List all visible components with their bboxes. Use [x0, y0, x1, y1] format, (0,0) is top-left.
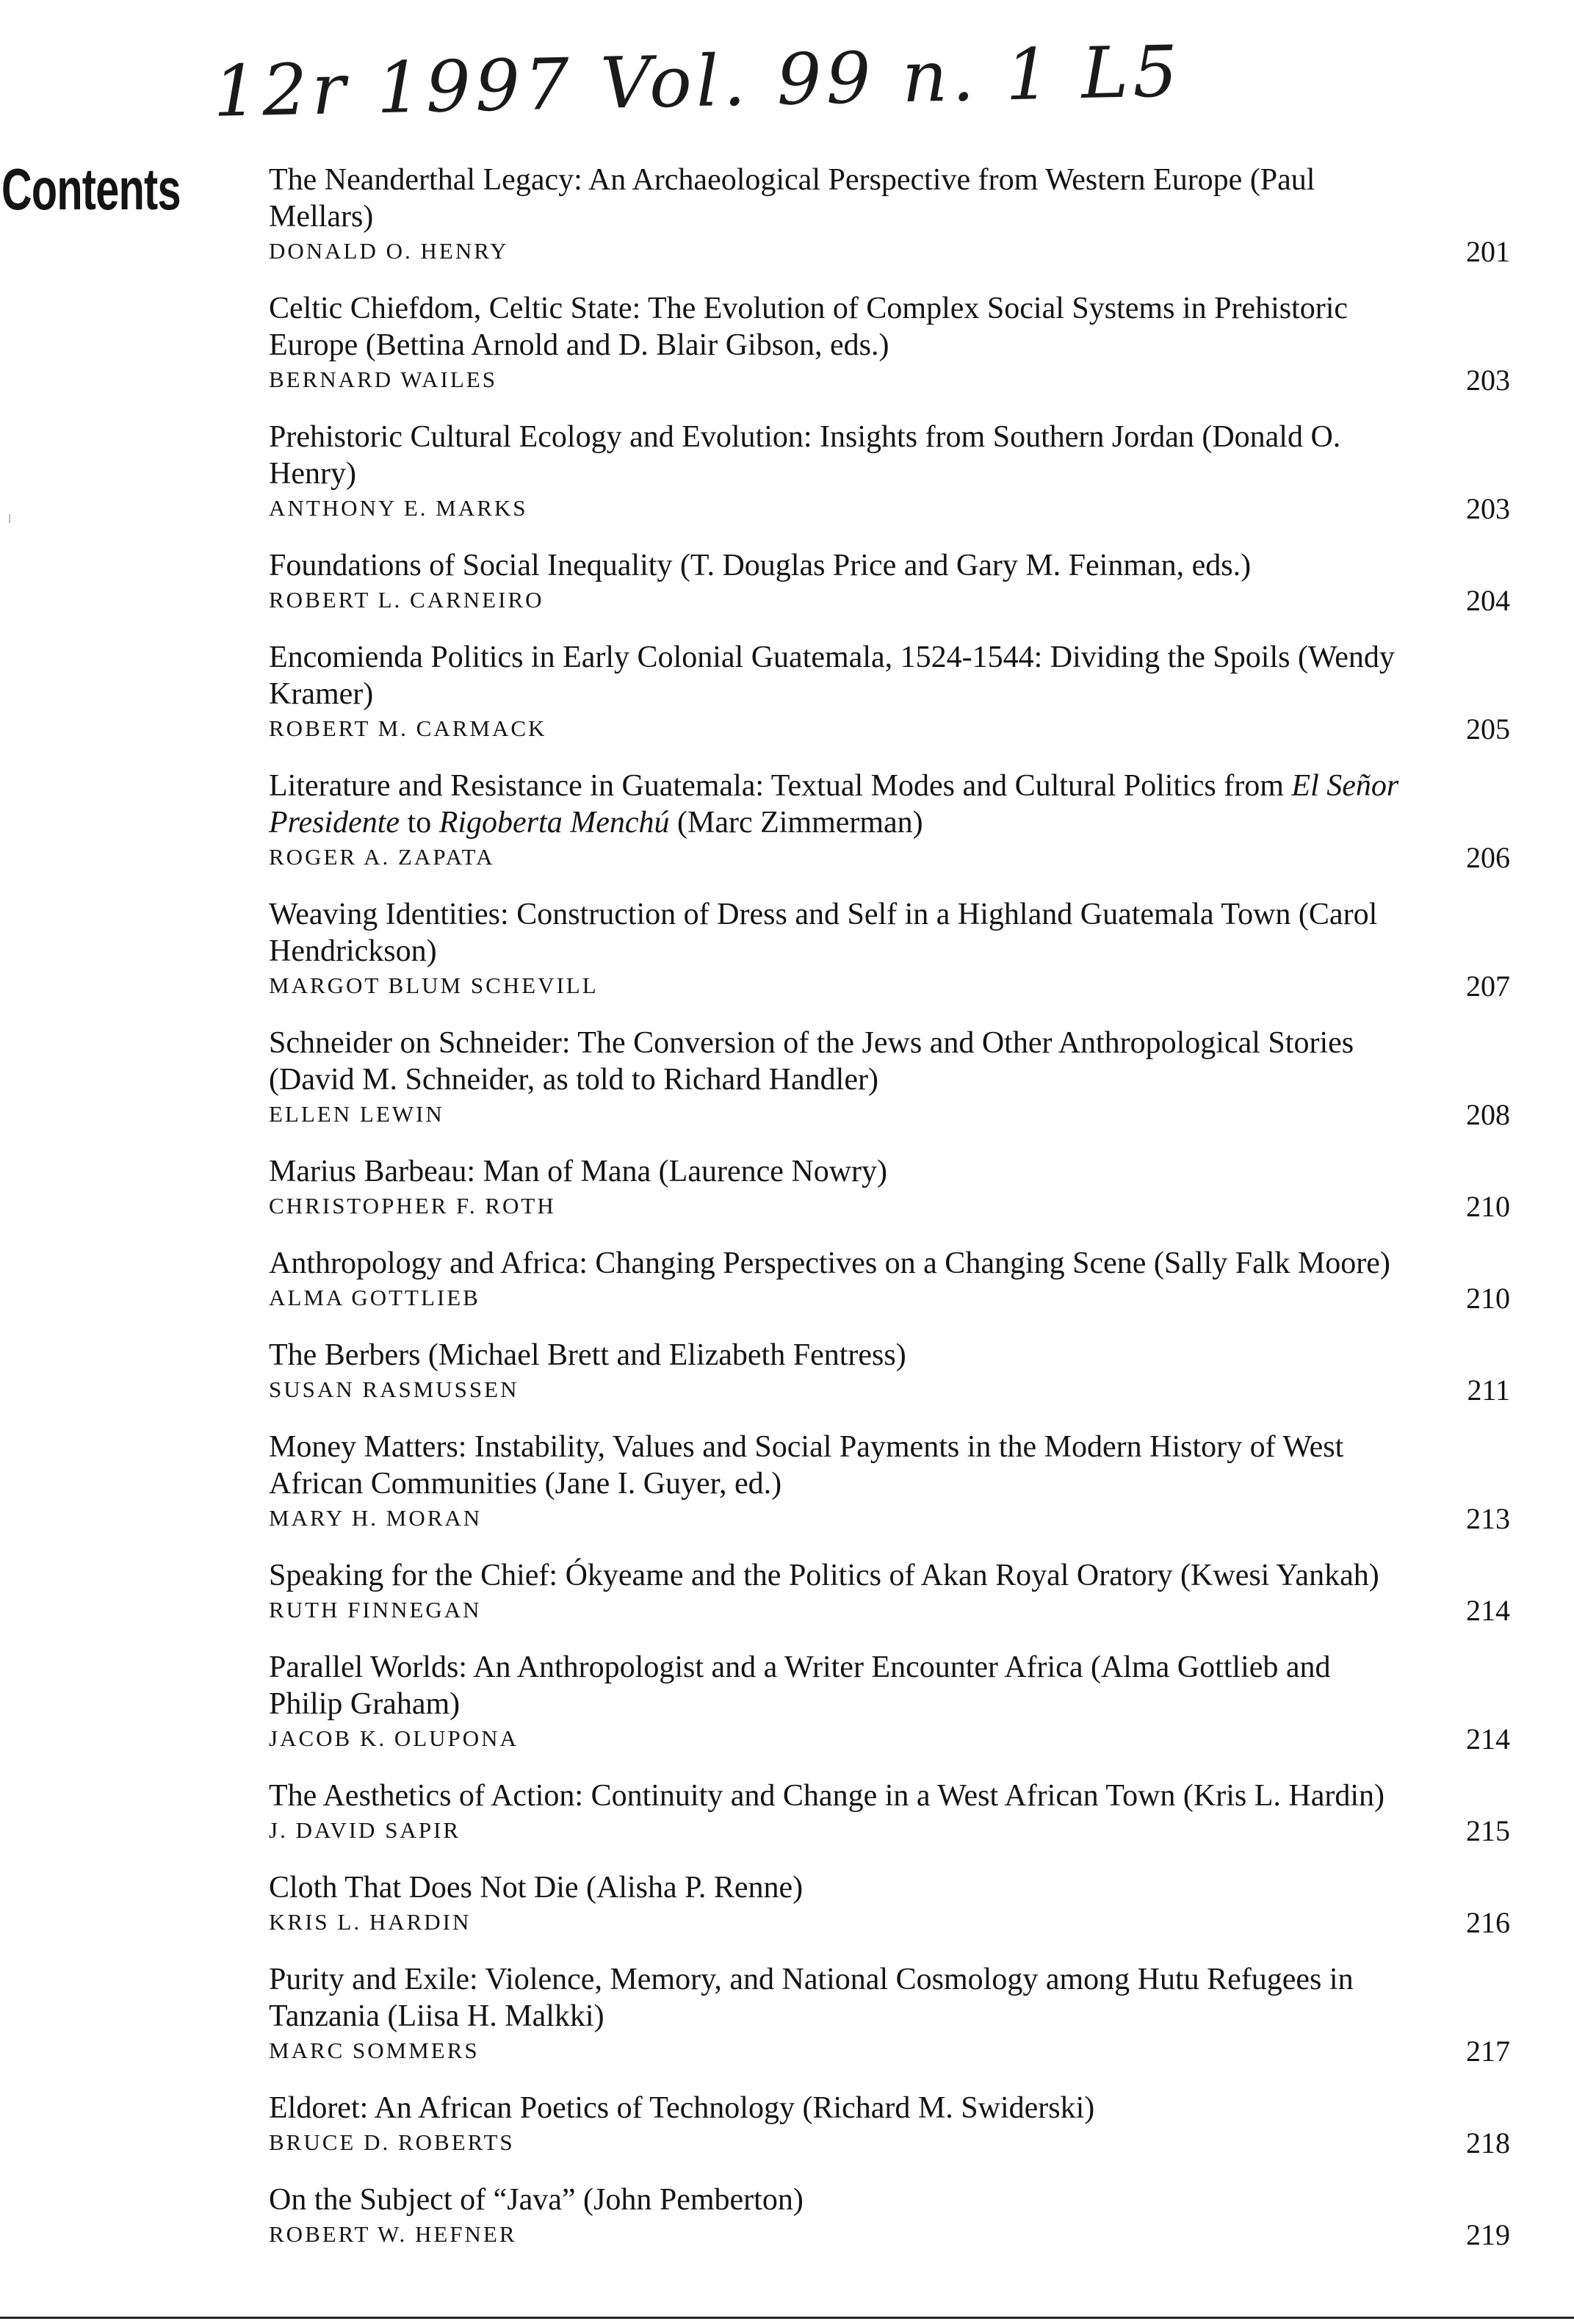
entry-title: Prehistoric Cultural Ecology and Evolution: Insights from Southern Jordan (Donald O. Henry) [269, 420, 1341, 491]
entry-page-number: 216 [1466, 1906, 1510, 1939]
author-row [269, 364, 1510, 397]
toc-entry [269, 1869, 1510, 1940]
entry-author: ROGER A. ZAPATA [269, 844, 495, 870]
title-part: (Marc Zimmerman) [669, 806, 923, 840]
toc-entry [269, 768, 1510, 875]
author-row [269, 1282, 1510, 1316]
italic-title-part: Rigoberta Menchú [438, 806, 670, 840]
entry-author: ROBERT L. CARNEIRO [269, 587, 544, 613]
entry-title: Schneider on Schneider: The Conversion of the Jews and Other Anthropological Stories (David M. Schneider, as told to Richard Handler) [269, 1026, 1354, 1097]
handwritten-note: 12r 1997 Vol. 99 n. 1 L5 [212, 30, 1183, 133]
entry-title: On the Subject of “Java” (John Pemberton) [269, 2183, 804, 2217]
bottom-rule [0, 2317, 1574, 2319]
entry-title: Parallel Worlds: An Anthropologist and a Writer Encounter Africa (Alma Gottlieb and Philip Graham) [269, 1650, 1331, 1721]
entry-title: Eldoret: An African Poetics of Technology (Richard M. Swiderski) [269, 2091, 1095, 2125]
entry-author: JACOB K. OLUPONA [269, 1725, 519, 1751]
entry-page-number: 203 [1466, 364, 1510, 397]
author-row [269, 712, 1510, 746]
page-title: Contents [1, 156, 181, 222]
entry-author: MARC SOMMERS [269, 2038, 480, 2063]
entry-author: CHRISTOPHER F. ROTH [269, 1193, 556, 1219]
toc-entry [269, 1429, 1510, 1536]
entry-page-number: 217 [1466, 2035, 1510, 2068]
margin-speck [9, 514, 10, 523]
entry-author: J. DAVID SAPIR [269, 1817, 461, 1843]
entry-page-number: 211 [1467, 1374, 1510, 1407]
toc-entry [269, 419, 1510, 526]
toc-entry [269, 1649, 1510, 1756]
entry-author: KRIS L. HARDIN [269, 1909, 472, 1935]
toc-entry [269, 896, 1510, 1003]
entry-page-number: 206 [1466, 841, 1510, 874]
entry-title: Marius Barbeau: Man of Mana (Laurence Nowry) [269, 1155, 888, 1188]
entry-title: Celtic Chiefdom, Celtic State: The Evolution of Complex Social Systems in Prehistoric Europe (Bettina Arnold and D. Blair Gibson, eds.) [269, 292, 1349, 362]
author-row [269, 2218, 1510, 2252]
entry-page-number: 208 [1466, 1098, 1510, 1131]
entry-page-number: 207 [1466, 970, 1510, 1003]
title-part: Literature and Resistance in Guatemala: Textual Modes and Cultural Politics from [269, 769, 1292, 803]
entry-page-number: 214 [1466, 1594, 1510, 1627]
entry-title: Purity and Exile: Violence, Memory, and National Cosmology among Hutu Refugees in Tanzania (Liisa H. Malkki) [269, 1963, 1354, 2033]
entry-page-number: 210 [1466, 1282, 1510, 1315]
toc-entry [269, 2182, 1510, 2252]
entry-author: ROBERT W. HEFNER [269, 2221, 517, 2247]
entry-page-number: 210 [1466, 1190, 1510, 1223]
toc-entry [269, 1557, 1510, 1628]
entry-title [269, 768, 1400, 841]
author-row [269, 1814, 1510, 1848]
toc-entry [269, 639, 1510, 746]
entry-page-number: 204 [1466, 584, 1510, 617]
toc-entry [269, 1153, 1510, 1224]
author-row [269, 1906, 1510, 1940]
entry-title: Weaving Identities: Construction of Dress and Self in a Highland Guatemala Town (Carol Hendrickson) [269, 898, 1378, 968]
entry-author: SUSAN RASMUSSEN [269, 1376, 519, 1402]
author-row [269, 584, 1510, 618]
toc-entry [269, 1245, 1510, 1316]
entry-author: ALMA GOTTLIEB [269, 1285, 480, 1310]
entry-page-number: 219 [1466, 2218, 1510, 2251]
toc-entry [269, 1337, 1510, 1407]
entry-author: ROBERT M. CARMACK [269, 715, 547, 741]
entry-page-number: 205 [1466, 712, 1510, 746]
toc-entry [269, 1961, 1510, 2068]
author-row [269, 2035, 1510, 2068]
entry-page-number: 215 [1466, 1814, 1510, 1847]
entry-author: ANTHONY E. MARKS [269, 495, 528, 521]
entry-author: RUTH FINNEGAN [269, 1597, 482, 1623]
toc-entry [269, 1025, 1510, 1132]
author-row [269, 970, 1510, 1003]
author-row [269, 1594, 1510, 1628]
entry-title: Speaking for the Chief: Ókyeame and the Politics of Akan Royal Oratory (Kwesi Yankah) [269, 1559, 1379, 1592]
entry-page-number: 218 [1466, 2126, 1510, 2159]
entry-title: The Berbers (Michael Brett and Elizabeth Fentress) [269, 1338, 906, 1372]
toc-entry [269, 290, 1510, 397]
toc-entry [269, 2090, 1510, 2160]
entry-title: Anthropology and Africa: Changing Perspectives on a Changing Scene (Sally Falk Moore) [269, 1246, 1390, 1280]
entry-author: MARY H. MORAN [269, 1505, 483, 1531]
author-row [269, 1502, 1510, 1536]
author-row [269, 492, 1510, 526]
entry-title: Cloth That Does Not Die (Alisha P. Renne) [269, 1871, 804, 1905]
entry-page-number: 201 [1466, 235, 1510, 268]
entry-author: DONALD O. HENRY [269, 238, 509, 264]
table-of-contents [269, 162, 1510, 2273]
italic-title-part: El Señor Presidente [269, 769, 1399, 840]
title-part: to [400, 806, 439, 840]
author-row [269, 2126, 1510, 2160]
entry-page-number: 203 [1466, 492, 1510, 525]
toc-entry [269, 162, 1510, 269]
author-row [269, 841, 1510, 875]
entry-title: The Aesthetics of Action: Continuity and Change in a West African Town (Kris L. Hardin) [269, 1779, 1385, 1813]
author-row [269, 1722, 1510, 1756]
entry-author: ELLEN LEWIN [269, 1101, 444, 1127]
entry-author: BERNARD WAILES [269, 367, 497, 392]
author-row [269, 1190, 1510, 1224]
toc-entry [269, 547, 1510, 618]
entry-page-number: 213 [1466, 1502, 1510, 1535]
entry-page-number: 214 [1466, 1722, 1510, 1755]
entry-author: MARGOT BLUM SCHEVILL [269, 972, 599, 998]
author-row [269, 235, 1510, 269]
entry-author: BRUCE D. ROBERTS [269, 2129, 515, 2155]
toc-entry [269, 1778, 1510, 1848]
entry-title: Foundations of Social Inequality (T. Douglas Price and Gary M. Feinman, eds.) [269, 549, 1252, 582]
entry-title: The Neanderthal Legacy: An Archaeological Perspective from Western Europe (Paul Mellars) [269, 163, 1315, 234]
entry-title: Money Matters: Instability, Values and Social Payments in the Modern History of West African Communities (Jane I. Guyer, ed.) [269, 1430, 1344, 1501]
author-row [269, 1374, 1510, 1407]
author-row [269, 1098, 1510, 1132]
entry-title: Encomienda Politics in Early Colonial Guatemala, 1524-1544: Dividing the Spoils (Wendy Kramer) [269, 640, 1395, 711]
